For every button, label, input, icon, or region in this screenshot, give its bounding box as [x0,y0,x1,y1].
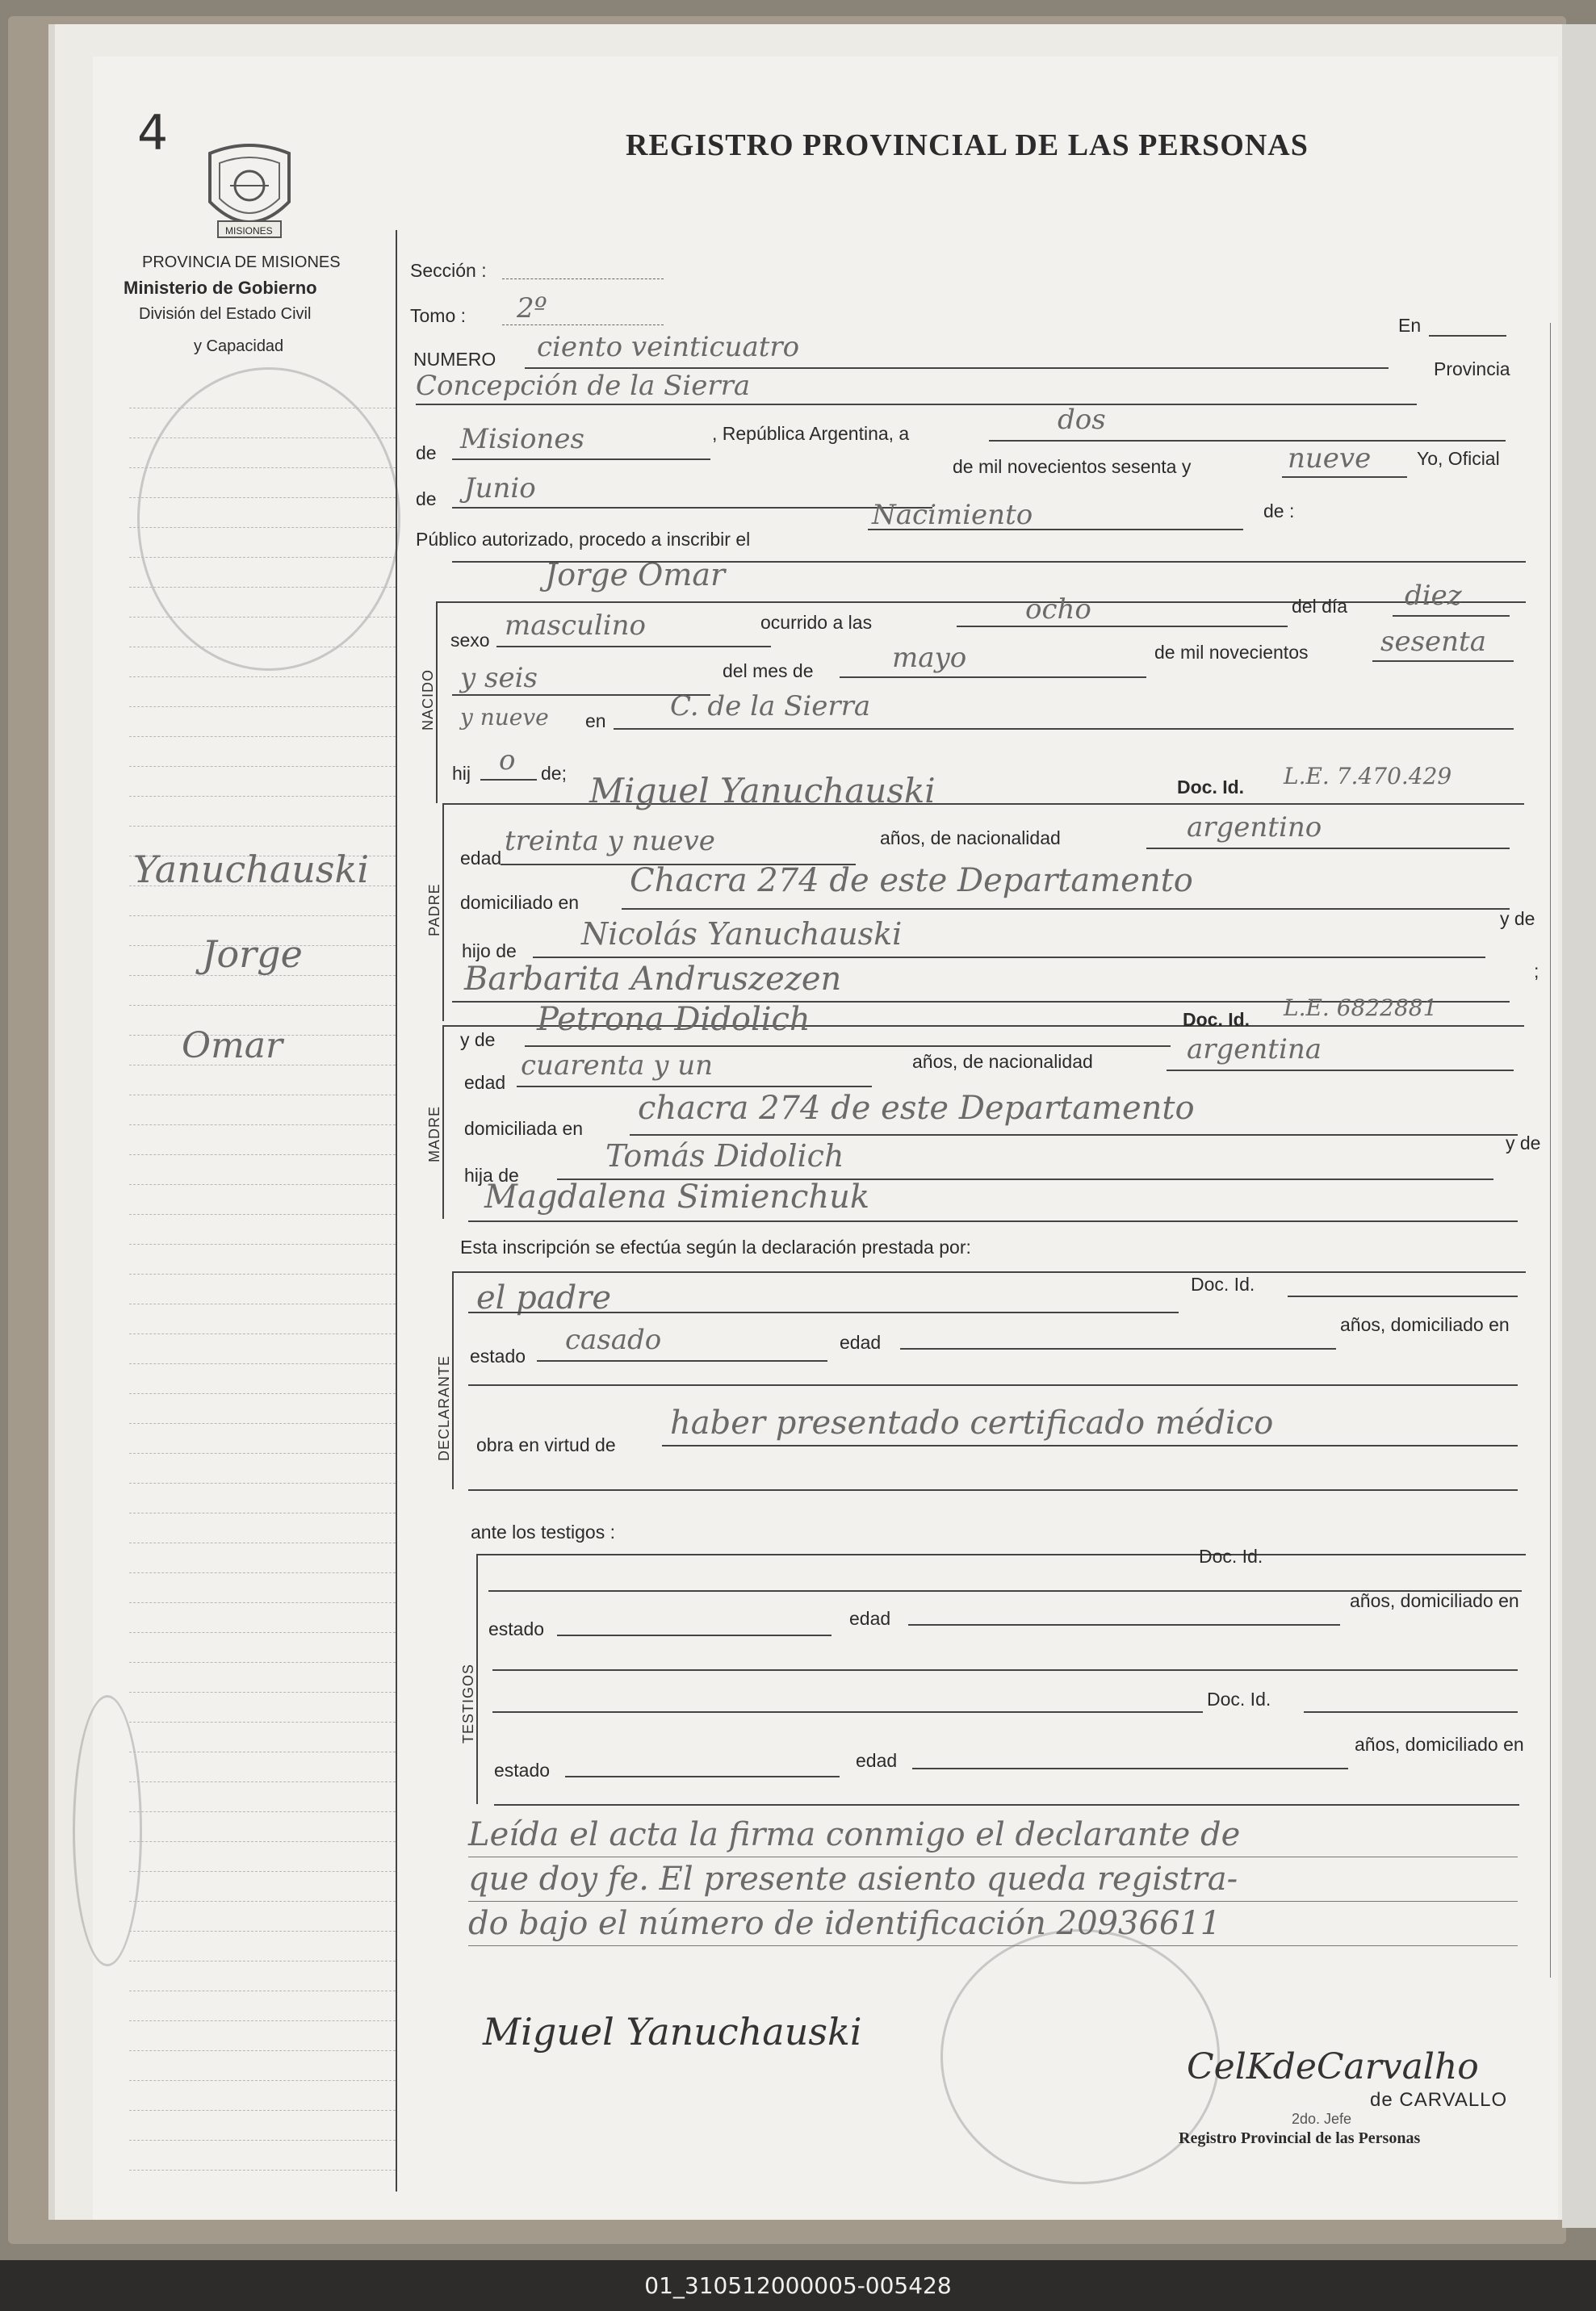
form-frame-right [1550,323,1551,1978]
month-line [452,507,932,509]
padre-edad-value: treinta y nueve [505,825,715,857]
margin-ruled-line [129,587,396,588]
day-line [989,440,1506,442]
day-value: dos [1058,404,1106,436]
madre-dom-line [630,1134,1518,1136]
testigo1-estado-label: estado [488,1618,545,1639]
nacido-frame-top [436,601,1526,603]
official-title: 2do. Jefe [1292,2111,1352,2127]
madre-mother-line [468,1220,1518,1222]
anio-line [1372,660,1514,662]
testigo2-edad-line [912,1768,1348,1769]
org-capacidad: y Capacidad [194,337,284,355]
testigo2-doc-line [1304,1711,1518,1713]
seccion-line [502,278,664,279]
margin-ruled-line [129,2170,396,2171]
margin-ruled-line [129,557,396,558]
margin-ruled-line [129,1214,396,1215]
hij-de-label: de; [541,763,567,784]
margin-ruled-line [129,1124,396,1125]
testigo2-estado-label: estado [494,1760,551,1781]
margin-ruled-line [129,706,396,707]
tomo-line [502,324,664,325]
year-value: nueve [1288,442,1372,475]
declarante-blank-line [468,1384,1518,1386]
margin-ruled-line [129,1781,396,1782]
nacido-section-label: NACIDO [420,668,436,731]
padre-name-value: Miguel Yanuchauski [589,771,936,810]
closing-line-2-rule [468,1901,1518,1902]
closing-line-3-rule [468,1945,1518,1946]
testigo2-doc-label: Doc. Id. [1207,1689,1271,1710]
madre-edad-value: cuarenta y un [521,1049,714,1082]
padre-nac-line [1146,848,1510,849]
dia-value-2: y seis [460,662,538,694]
anio-value-2: y nueve [460,704,549,731]
margin-ruled-line [129,1662,396,1663]
testigo1-blank-line [492,1669,1518,1671]
hora-value: ocho [1025,593,1091,626]
madre-name-value: Petrona Didolich [537,1001,811,1038]
tomo-label: Tomo : [410,305,467,326]
margin-ruled-line [129,1901,396,1902]
declarante-doc-label: Doc. Id. [1191,1274,1255,1295]
declarante-intro: Esta inscripción se efectúa según la declaración prestada por: [460,1237,971,1258]
padre-mother-value: Barbarita Andruszezen [464,961,842,998]
numero-line [525,367,1389,369]
nacido-en-label: en [585,710,606,731]
padre-father-line [533,957,1485,958]
madre-nac-line [1167,1070,1514,1071]
mes-line [840,676,1146,678]
margin-ruled-line [129,2050,396,2051]
margin-ruled-line [129,467,396,468]
act-type-line [868,529,1243,530]
signature-oficial: CelKdeCarvalho [1187,2046,1479,2087]
republica-label: , República Argentina, a [712,423,910,444]
padre-edad-label: edad [460,848,502,869]
padre-hijo-label: hijo de [462,940,517,961]
page-title: REGISTRO PROVINCIAL DE LAS PERSONAS [626,128,1309,162]
hora-line [957,626,1288,627]
declarante-obra-line [662,1445,1518,1446]
margin-ruled-line [129,1692,396,1693]
en-line [1429,335,1506,337]
seccion-label: Sección : [410,260,487,281]
madre-name-line [525,1045,1171,1047]
margin-ruled-line [129,1871,396,1872]
margin-ruled-line [129,1811,396,1812]
registry-stamp-left [137,367,400,671]
testigo2-edad-label: edad [856,1750,898,1771]
official-name: de CARVALLO [1370,2089,1508,2111]
testigo2-anios-label: años, domiciliado en [1355,1734,1524,1755]
madre-doc-label: Doc. Id. [1183,1009,1250,1030]
padre-nac-label: años, de nacionalidad [880,827,1061,848]
tomo-value: 2º [517,292,547,324]
official-org: Registro Provincial de las Personas [1179,2129,1421,2147]
margin-ruled-line [129,1005,396,1006]
act-type-value: Nacimiento [872,499,1033,531]
padre-y-de-label: y de [1500,908,1535,929]
province-line [452,458,710,460]
declarante-edad-label: edad [840,1332,882,1353]
place-line [416,404,1417,405]
testigos-intro: ante los testigos : [471,1522,615,1543]
padre-semicolon: ; [1534,961,1539,982]
mes-label: del mes de [723,660,814,681]
dia-line [1393,615,1510,617]
padre-father-value: Nicolás Yanuchauski [581,916,903,952]
publico-label: Público autorizado, procedo a inscribir el [416,529,751,550]
margin-ruled-line [129,1393,396,1394]
madre-y-de-label-2: y de [1506,1132,1541,1153]
yo-oficial-label: Yo, Oficial [1417,448,1500,469]
de-label: de [416,442,437,463]
testigo2-blank-line [494,1804,1519,1806]
sexo-label: sexo [450,630,490,651]
madre-dom-label: domiciliada en [464,1118,584,1139]
margin-ruled-line [129,1184,396,1185]
anio-value: sesenta [1380,626,1486,658]
margin-ruled-line [129,1453,396,1454]
margin-ruled-line [129,1363,396,1364]
margin-ruled-line [129,1154,396,1155]
margin-ruled-line [129,915,396,916]
org-province: PROVINCIA DE MISIONES [142,253,341,271]
margin-ruled-line [129,2020,396,2021]
sexo-line [496,646,771,647]
margin-ruled-line [129,527,396,528]
madre-father-value: Tomás Didolich [605,1138,844,1174]
madre-dom-value: chacra 274 de este Departamento [638,1090,1195,1127]
madre-y-de-label: y de [460,1029,496,1050]
declarante-name-line [468,1312,1179,1313]
declarante-anios-label: años, domiciliado en [1340,1314,1510,1335]
margin-ruled-line [129,1722,396,1723]
margin-ruled-line [129,2080,396,2081]
madre-mother-value: Magdalena Simienchuk [484,1179,870,1216]
padre-section-label: PADRE [426,883,442,936]
numero-value: ciento veinticuatro [537,331,800,363]
declarante-estado-label: estado [470,1346,526,1367]
margin-ruled-line [129,1274,396,1275]
margin-ruled-line [129,1423,396,1424]
seal-label: MISIONES [225,225,273,237]
year-line [1282,476,1407,478]
margin-ruled-line [129,796,396,797]
margin-ruled-line [129,676,396,677]
padre-dom-line [622,908,1510,910]
madre-edad-label: edad [464,1072,506,1093]
margin-ruled-line [129,497,396,498]
margin-ruled-line [129,736,396,737]
margin-ruled-line [129,1244,396,1245]
closing-line-2: que doy fe. El presente asiento queda registra- [468,1861,1238,1898]
margin-given-name-1: Jorge [202,932,303,976]
provincia-label: Provincia [1434,358,1510,379]
padre-dom-value: Chacra 274 de este Departamento [630,862,1193,899]
numero-label: NUMERO [413,349,496,370]
margin-ruled-line [129,1841,396,1842]
madre-hija-label: hija de [464,1165,519,1186]
declarante-obra-value: haber presentado certificado médico [670,1405,1274,1442]
padre-doc-label: Doc. Id. [1177,777,1245,798]
org-ministry: Ministerio de Gobierno [124,278,317,298]
margin-ruled-line [129,2140,396,2141]
padre-nac-value: argentino [1187,811,1322,844]
padre-doc-value: L.E. 7.470.429 [1284,763,1452,789]
sexo-value: masculino [505,609,647,642]
next-page-edge [1562,24,1596,2228]
declarante-estado-line [537,1360,827,1362]
margin-surname: Yanuchauski [133,848,370,891]
testigo1-edad-label: edad [849,1608,891,1629]
ocurrido-label: ocurrido a las [760,612,873,633]
declarante-frame-top [452,1271,1526,1273]
year-label: de mil novecientos sesenta y [953,456,1192,477]
declarante-blank-line-2 [468,1489,1518,1491]
lugar-value: C. de la Sierra [670,690,871,722]
declarante-doc-line [1288,1296,1518,1297]
madre-nac-value: argentina [1187,1033,1322,1065]
declarante-section-label: DECLARANTE [436,1354,452,1461]
testigo1-estado-line [557,1635,832,1636]
place-value: Concepción de la Sierra [416,370,751,402]
declarante-obra-label: obra en virtud de [476,1434,616,1455]
margin-ruled-line [129,766,396,767]
image-id-footer: 01_310512000005-005428 [0,2260,1596,2311]
madre-section-label: MADRE [426,1105,442,1162]
form-frame-left [396,230,397,2192]
madre-doc-value: L.E. 6822881 [1284,994,1438,1021]
month-value: Junio [464,472,536,504]
del-dia-label: del día [1292,596,1348,617]
margin-ruled-line [129,437,396,438]
closing-line-3: do bajo el número de identificación 20936611 [468,1905,1221,1942]
margin-ruled-line [129,826,396,827]
testigo2-estado-line [565,1776,840,1777]
testigo1-doc-label: Doc. Id. [1199,1546,1263,1567]
margin-ruled-line [129,1572,396,1573]
margin-given-name-2: Omar [182,1025,283,1066]
declarante-name-value: el padre [476,1279,612,1317]
dia-value: diez [1405,580,1462,612]
madre-edad-line [517,1086,872,1087]
hij-line [480,779,537,781]
de-colon-label: de : [1263,500,1295,521]
testigo2-name-line [492,1711,1203,1713]
page-number: 4 [137,105,169,161]
margin-ruled-line [129,2110,396,2111]
lugar-line [614,728,1514,730]
margin-ruled-line [129,1632,396,1633]
declarante-edad-line [900,1348,1336,1350]
signature-declarante: Miguel Yanuchauski [483,2010,862,2054]
province-value: Misiones [460,423,584,455]
margin-ruled-line [129,1333,396,1334]
madre-nac-label: años, de nacionalidad [912,1051,1093,1072]
testigo1-anios-label: años, domiciliado en [1350,1590,1519,1611]
registry-stamp-partial [73,1695,142,1966]
hij-value: o [499,744,516,777]
testigo1-edad-line [908,1624,1340,1626]
declarante-estado-value: casado [565,1324,662,1356]
hij-label: hij [452,763,471,784]
margin-ruled-line [129,1483,396,1484]
padre-dom-label: domiciliado en [460,892,580,913]
margin-ruled-line [129,617,396,618]
mil-label: de mil novecientos [1154,642,1309,663]
nacido-name-line [452,561,1526,563]
de-label-2: de [416,488,437,509]
mes-value: mayo [892,642,967,674]
margin-ruled-line [129,1602,396,1603]
closing-line-1: Leída el acta la firma conmigo el declarante de [468,1816,1241,1853]
testigos-frame-top [476,1554,1526,1555]
testigos-section-label: TESTIGOS [460,1663,476,1744]
en-label: En [1398,315,1422,336]
org-division: División del Estado Civil [139,305,312,323]
nacido-name-value: Jorge Omar [545,557,726,592]
margin-ruled-line [129,1931,396,1932]
